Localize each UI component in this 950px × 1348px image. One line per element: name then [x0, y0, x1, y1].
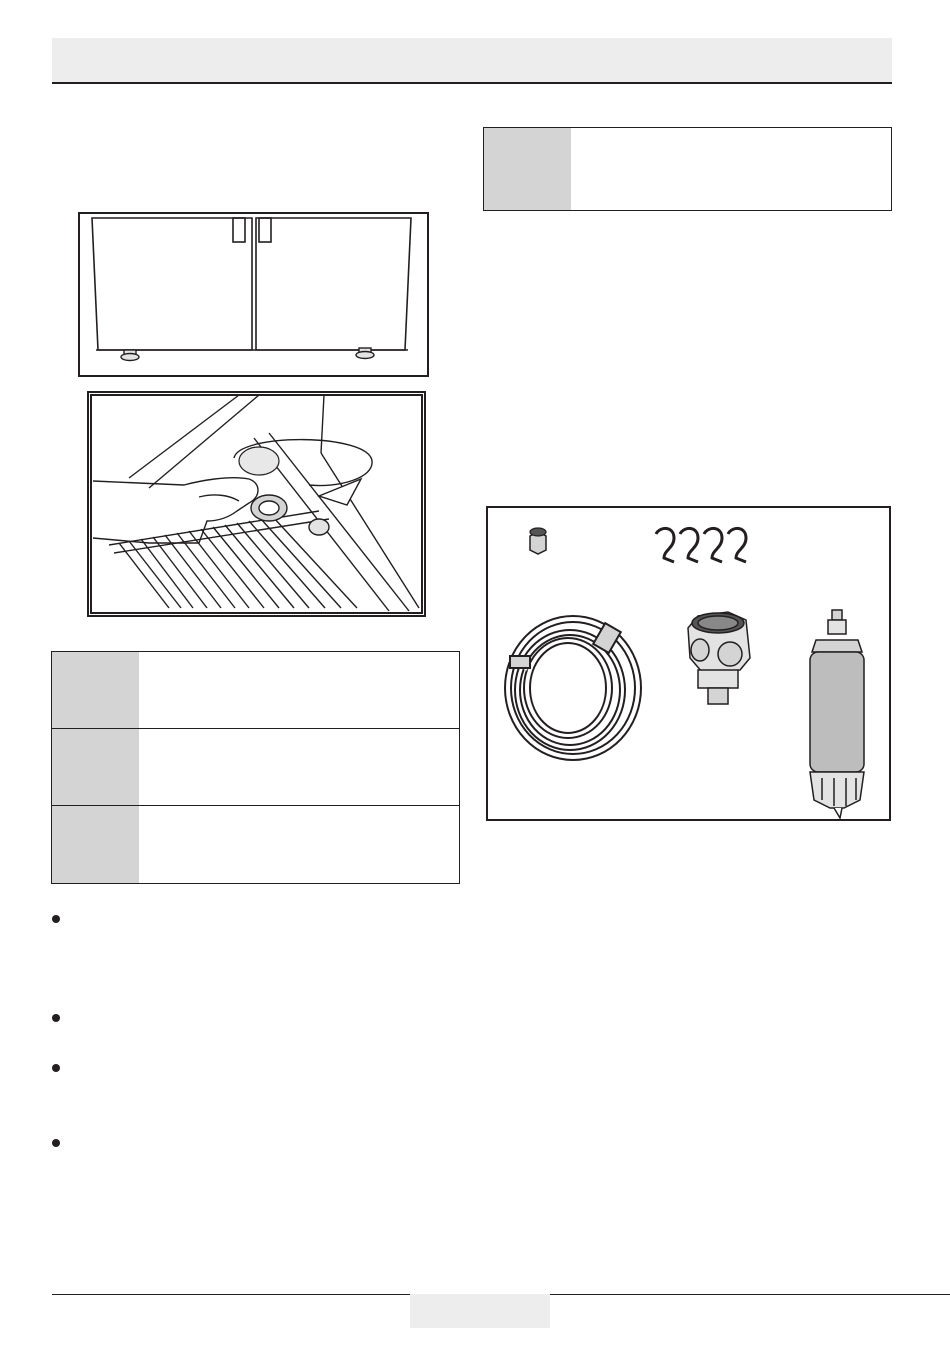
info-note-text [571, 128, 891, 210]
fridge-front-figure [78, 212, 429, 377]
water-hose-icon [505, 616, 641, 760]
nut-icon [530, 528, 546, 554]
water-kit-figure [486, 506, 891, 821]
foot-adjust-icon [89, 393, 424, 615]
bullet-dot [52, 1014, 60, 1022]
warning-row-text [139, 652, 459, 728]
warning-row-text [139, 729, 459, 805]
bullet-dot [52, 1139, 60, 1147]
warning-row [52, 729, 459, 806]
warning-row [52, 652, 459, 729]
info-note-label [484, 128, 571, 210]
page-header [52, 38, 892, 84]
page-number-tab [410, 1294, 550, 1328]
foot-adjust-figure [87, 391, 426, 617]
bullet-dot [52, 915, 60, 923]
warning-row-label [52, 806, 139, 883]
warning-row-text [139, 806, 459, 883]
warning-row [52, 806, 459, 883]
warning-row-label [52, 729, 139, 805]
bullet-dot [52, 1064, 60, 1072]
warning-row-label [52, 652, 139, 728]
info-note [483, 127, 892, 211]
clips-icon [656, 528, 746, 562]
connector-icon [688, 612, 750, 704]
fridge-front-icon [80, 214, 427, 375]
water-filter-icon [810, 610, 864, 818]
warning-table [51, 651, 460, 884]
